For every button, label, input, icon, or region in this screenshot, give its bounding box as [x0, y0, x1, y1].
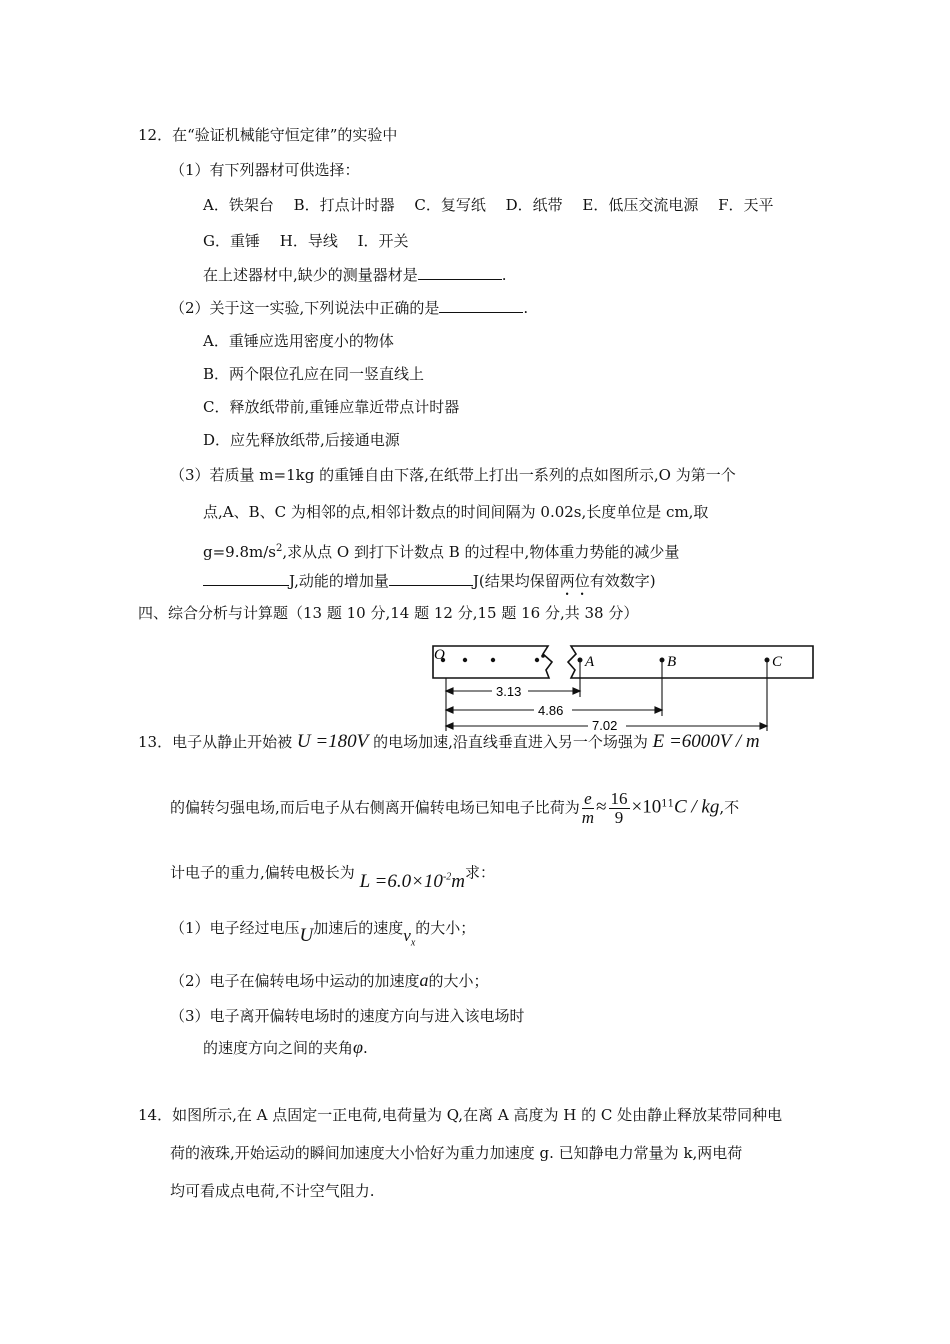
missing-suffix: . [501, 266, 507, 284]
sub3-text-a: 的速度方向之间的夹角 [203, 1039, 354, 1057]
q12-part3-line2: 点,A、B、C 为相邻的点,相邻计数点的时间间隔为 0.02s,长度单位是 cm,取 [203, 503, 709, 521]
part3-line4-c: 有效数字) [589, 572, 656, 590]
q13-sub3-line2 [203, 1037, 368, 1058]
answer-blank-potential [203, 571, 289, 586]
part2-prefix: （2）关于这一实验,下列说法中正确的是 [170, 299, 440, 317]
sub2-acceleration-symbol: a [419, 970, 429, 990]
sub1-velocity-symbol [403, 926, 416, 949]
times-ten: ×10 [631, 796, 662, 818]
emphasis-two-digits: 两位 [559, 572, 590, 590]
q12-part1: （1）有下列器材可供选择： [170, 161, 360, 179]
q13-line3-end: 求： [465, 863, 496, 882]
q13-line1-mid: 的电场加速,沿直线垂直进入另一个场强为 [373, 733, 648, 751]
q12-equipment-row1: A．铁架台 B．打点计时器 C．复写纸 D．纸带 E．低压交流电源 F．天平 [203, 196, 774, 214]
sub1-voltage-symbol: U [299, 925, 314, 946]
q13-sub1 [170, 918, 476, 949]
distance-oa-label: 3.13 [496, 684, 522, 699]
q13-sub2 [170, 970, 489, 991]
fraction-9: 9 [614, 808, 624, 827]
part2-suffix: . [523, 299, 529, 317]
point-c-label: C [772, 654, 783, 670]
point-b-label: B [667, 654, 677, 670]
sub1-text-b: 加速后的速度 [313, 919, 404, 937]
answer-blank [439, 298, 523, 313]
q13-intro: 13．电子从静止开始被 [138, 733, 293, 751]
sub2-text-a: （2）电子在偏转电场中运动的加速度 [170, 972, 420, 990]
q12-part2 [170, 298, 528, 318]
exponent-11: 11 [661, 798, 674, 810]
sub1-text-c: 的大小； [415, 919, 476, 937]
q13-line3-text: 计电子的重力,偏转电极长为 [170, 863, 355, 882]
sub1-text-a: （1）电子经过电压 [170, 919, 300, 937]
q12-part3-line1: （3）若质量 m=1kg 的重锤自由下落,在纸带上打出一系列的点如图所示,O 为第一个 [170, 466, 736, 484]
sub3-angle-symbol: φ [353, 1037, 363, 1057]
part3-line4-b: J(结果均保留 [472, 572, 560, 590]
length-exponent: -2 [442, 872, 452, 883]
part3-line4-a: J,动能的增加量 [289, 572, 389, 590]
answer-blank [418, 265, 502, 280]
sub3-text-b: . [362, 1039, 368, 1057]
sub1-velocity-v: v [403, 926, 411, 945]
approx-sign: ≈ [596, 796, 607, 818]
q13-line2 [170, 790, 739, 827]
sub2-text-b: 的大小； [428, 972, 489, 990]
fraction-m: m [581, 808, 595, 827]
q13-line1 [138, 732, 760, 752]
q12-option-a: A．重锤应选用密度小的物体 [203, 332, 394, 350]
fraction-e: e [582, 790, 594, 809]
q12-missing-equipment [203, 265, 507, 285]
sixteen-ninths-fraction [609, 790, 630, 827]
charge-mass-unit: C / kg [673, 796, 720, 818]
section-4-heading: 四、综合分析与计算题（13 题 10 分,14 题 12 分,15 题 16 分,共 38 分） [138, 604, 639, 622]
distance-ob-label: 4.86 [538, 703, 564, 718]
gravity-exponent: 2 [276, 543, 283, 554]
gravity-value: g=9.8m/s [203, 543, 277, 561]
missing-prefix: 在上述器材中,缺少的测量器材是 [203, 266, 418, 284]
fraction-16: 16 [610, 789, 628, 808]
q12-part3-line3 [203, 539, 679, 562]
q13-line2-text: 的偏转匀强电场,而后电子从右侧离开偏转电场已知电子比荷为 [170, 798, 580, 817]
field-strength-equation: E =6000V / m [652, 731, 760, 752]
q12-option-d: D．应先释放纸带,后接通电源 [203, 431, 400, 449]
q12-title: 12．在“验证机械能守恒定律”的实验中 [138, 126, 398, 144]
charge-mass-fraction [582, 790, 594, 827]
part3-line3-rest: ,求从点 O 到打下计数点 B 的过程中,物体重力势能的减少量 [282, 543, 680, 561]
point-a-label: A [585, 654, 595, 670]
q14-line1: 14．如图所示,在 A 点固定一正电荷,电荷量为 Q,在离 A 高度为 H 的 C 处由静止释放某带同种电 [138, 1106, 783, 1124]
tape-dots [441, 654, 770, 662]
q13-sub3-line1: （3）电子离开偏转电场时的速度方向与进入该电场时 [170, 1007, 525, 1025]
q12-option-b: B．两个限位孔应在同一竖直线上 [203, 365, 425, 383]
q13-line3 [170, 858, 496, 893]
length-value: L =6.0×10 [359, 871, 443, 893]
q12-part3-line4 [203, 571, 656, 599]
q14-line2: 荷的液珠,开始运动的瞬间加速度大小恰好为重力加速度 g. 已知静电力常量为 k,两电荷 [170, 1144, 743, 1162]
answer-blank-kinetic [389, 571, 473, 586]
length-unit: m [451, 871, 466, 893]
paper-tape-figure [430, 640, 815, 732]
point-o-label: O [434, 647, 445, 663]
q12-equipment-row2: G．重锤 H．导线 I．开关 [203, 232, 409, 250]
q13-line2-end: ,不 [719, 798, 740, 817]
q12-option-c: C．释放纸带前,重锤应靠近带点计时器 [203, 398, 460, 416]
distance-oc-label: 7.02 [592, 718, 618, 732]
sub1-velocity-x: x [410, 937, 416, 949]
tape-outline [433, 646, 813, 678]
q14-line3: 均可看成点电荷,不计空气阻力. [170, 1182, 375, 1200]
voltage-equation: U =180V [296, 731, 369, 752]
length-equation [360, 871, 465, 892]
